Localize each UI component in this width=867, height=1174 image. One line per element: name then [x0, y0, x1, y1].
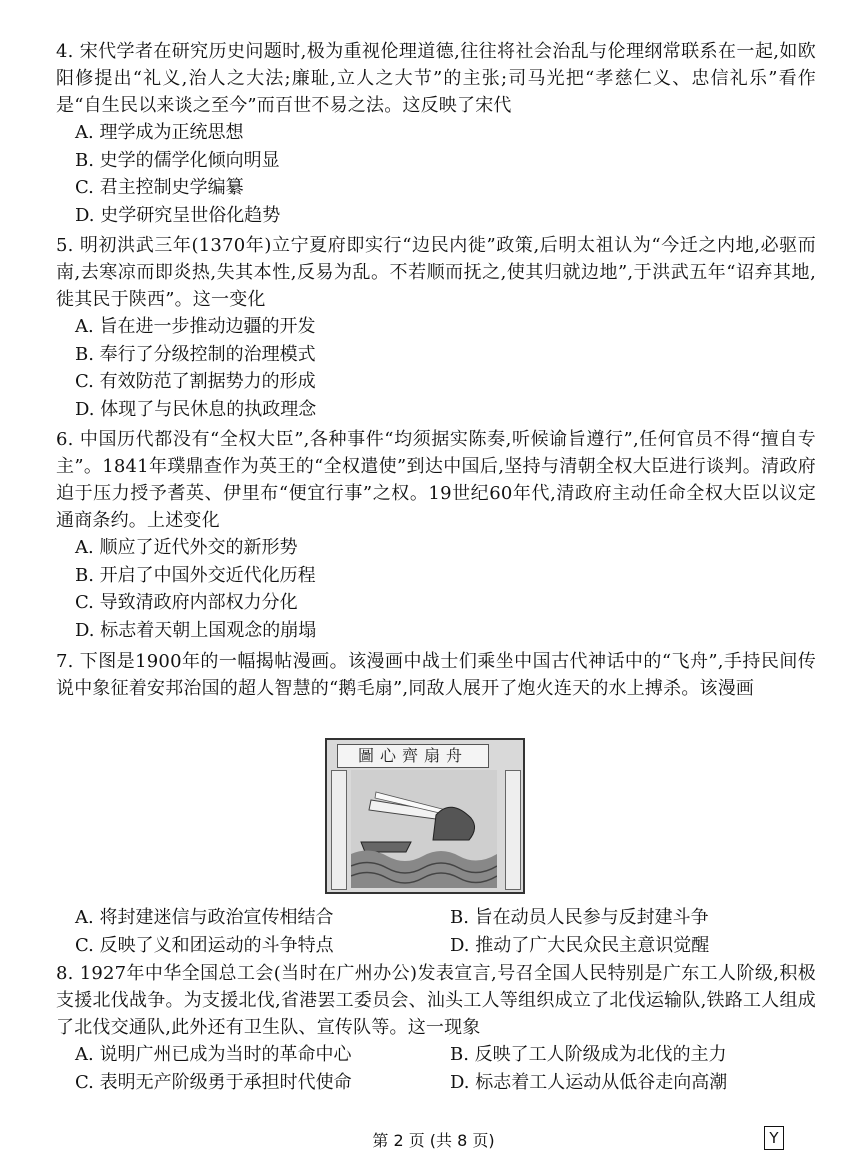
question-stem: 5. 明初洪武三年(1370年)立宁夏府即实行“边民内徙”政策,后明太祖认为“今迁之内地,必驱而南,去寒凉而即炎热,失其本性,反易为乱。不若顺而抚之,使其归就边地”,于洪武五年“诏弃其地,徙其民于陕西”。这一变化 — [56, 235, 816, 310]
question-4 — [56, 38, 816, 229]
option-c: C. 表明无产阶级勇于承担时代使命 — [75, 1071, 352, 1093]
question-stem: 6. 中国历代都没有“全权大臣”,各种事件“均须据实陈奏,听候谕旨遵行”,任何官员不得“擅自专主”。1841年璞鼎查作为英王的“全权遣使”到达中国后,坚持与清朝全权大臣进行谈判。清政府迫于压力授予耆英、伊里布“便宜行事”之权。19世纪60年代,清政府主动任命全权大臣以议定通商条约。上述变化 — [56, 429, 816, 531]
option-b: B. 史学的儒学化倾向明显 — [75, 149, 280, 171]
question-8 — [56, 960, 816, 1096]
figure-title: 圖心齊扇舟 — [337, 744, 489, 768]
question-stem: 4. 宋代学者在研究历史问题时,极为重视伦理道德,往往将社会治乱与伦理纲常联系在一起,如欧阳修提出“礼义,治人之大法;廉耻,立人之大节”的主张;司马光把“孝慈仁义、忠信礼乐”看作是“自生民以来谈之至今”而百世不易之法。这反映了宋代 — [56, 41, 816, 116]
question-stem: 8. 1927年中华全国总工会(当时在广州办公)发表宣言,号召全国人民特别是广东工人阶级,积极支援北伐战争。为支援北伐,省港罢工委员会、汕头工人等组织成立了北伐运输队,铁路工人组成了北伐交通队,此外还有卫生队、宣传队等。这一现象 — [56, 963, 816, 1038]
option-a: A. 理学成为正统思想 — [75, 122, 244, 143]
option-d: D. 标志着天朝上国观念的崩塌 — [75, 619, 317, 641]
question-6 — [56, 426, 816, 644]
battle-scene-illustration — [351, 770, 497, 888]
option-a: A. 旨在进一步推动边疆的开发 — [75, 316, 316, 337]
option-d: D. 体现了与民休息的执政理念 — [75, 398, 317, 420]
page-number: 第 2 页 (共 8 页) — [372, 1131, 495, 1150]
question-7 — [56, 648, 816, 702]
option-a: A. 将封建迷信与政治宣传相结合 — [75, 907, 334, 928]
option-a: A. 顺应了近代外交的新形势 — [75, 537, 298, 558]
option-b: B. 开启了中国外交近代化历程 — [75, 564, 316, 586]
option-b: B. 反映了工人阶级成为北伐的主力 — [450, 1044, 727, 1065]
question-stem: 7. 下图是1900年的一幅揭帖漫画。该漫画中战士们乘坐中国古代神话中的“飞舟”,手持民间传说中象征着安邦治国的超人智慧的“鹅毛扇”,同敌人展开了炮火连天的水上搏杀。该漫画 — [56, 651, 816, 699]
option-c: C. 有效防范了割据势力的形成 — [75, 371, 316, 392]
option-b: B. 旨在动员人民参与反封建斗争 — [450, 907, 709, 928]
figure-side-inscription-left — [331, 770, 347, 890]
cartoon-figure — [325, 738, 525, 894]
figure-side-inscription-right — [505, 770, 521, 890]
question-7-options — [56, 904, 816, 959]
option-c: C. 君主控制史学编纂 — [75, 177, 244, 198]
option-d: D. 史学研究呈世俗化趋势 — [75, 204, 281, 226]
option-c: C. 反映了义和团运动的斗争特点 — [75, 934, 334, 956]
question-5 — [56, 232, 816, 423]
option-d: D. 推动了广大民众民主意识觉醒 — [450, 934, 710, 956]
option-d: D. 标志着工人运动从低谷走向高潮 — [450, 1071, 728, 1093]
option-a: A. 说明广州已成为当时的革命中心 — [75, 1044, 352, 1065]
option-b: B. 奉行了分级控制的治理模式 — [75, 343, 316, 365]
option-c: C. 导致清政府内部权力分化 — [75, 592, 298, 613]
version-mark: Y — [764, 1126, 784, 1150]
